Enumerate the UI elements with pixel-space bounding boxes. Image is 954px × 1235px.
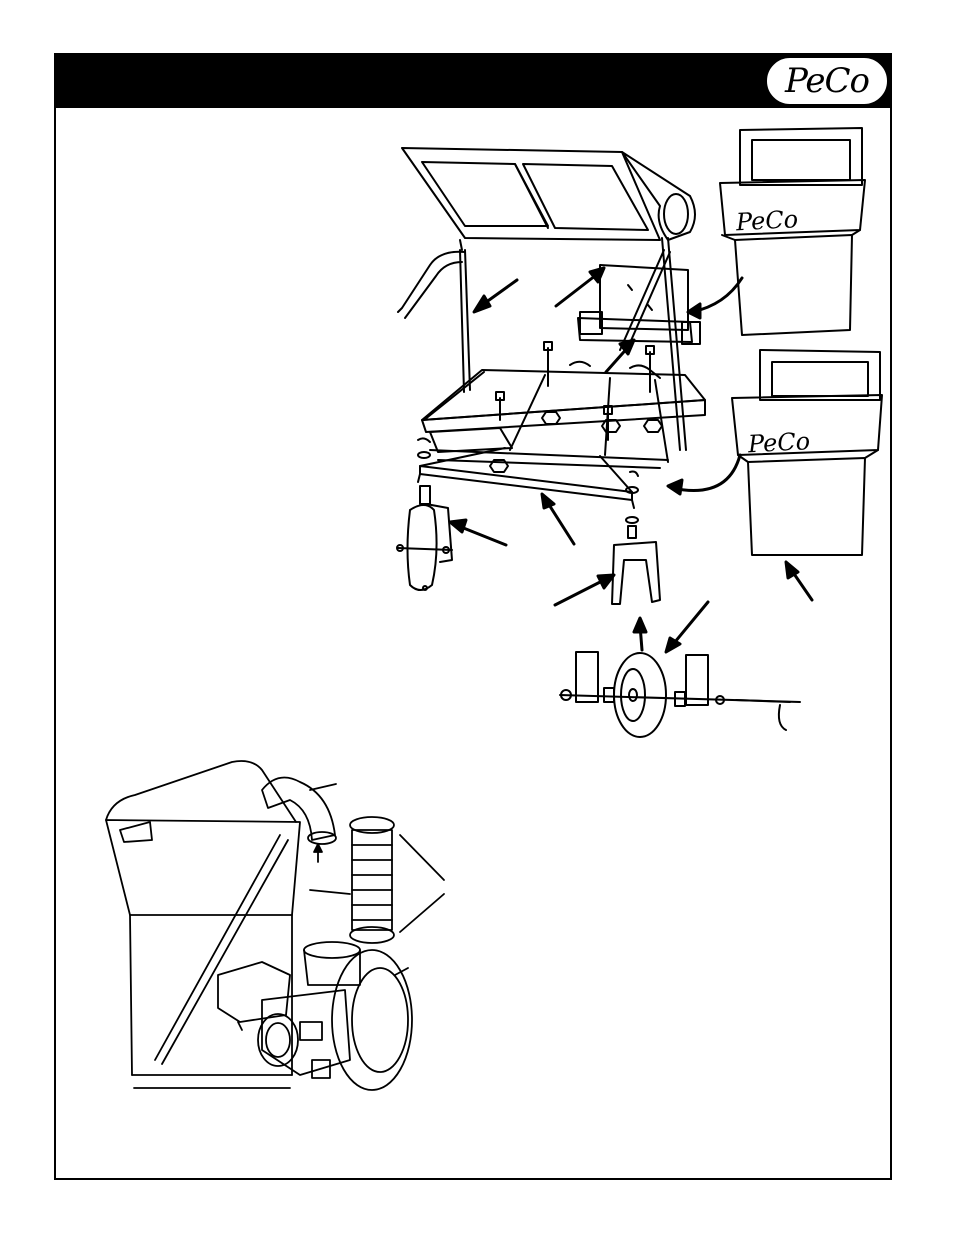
- upper-hopper-logo: PeCo: [735, 205, 799, 237]
- engine-assembly-drawing: [106, 761, 444, 1090]
- brand-logo-text: PeCo: [785, 61, 869, 101]
- cart-frame-drawing: [398, 148, 705, 508]
- lower-hopper-logo: PeCo: [747, 427, 811, 459]
- fork-wheel-drawing: [560, 472, 800, 738]
- hopper-boxes-drawing: [720, 128, 882, 555]
